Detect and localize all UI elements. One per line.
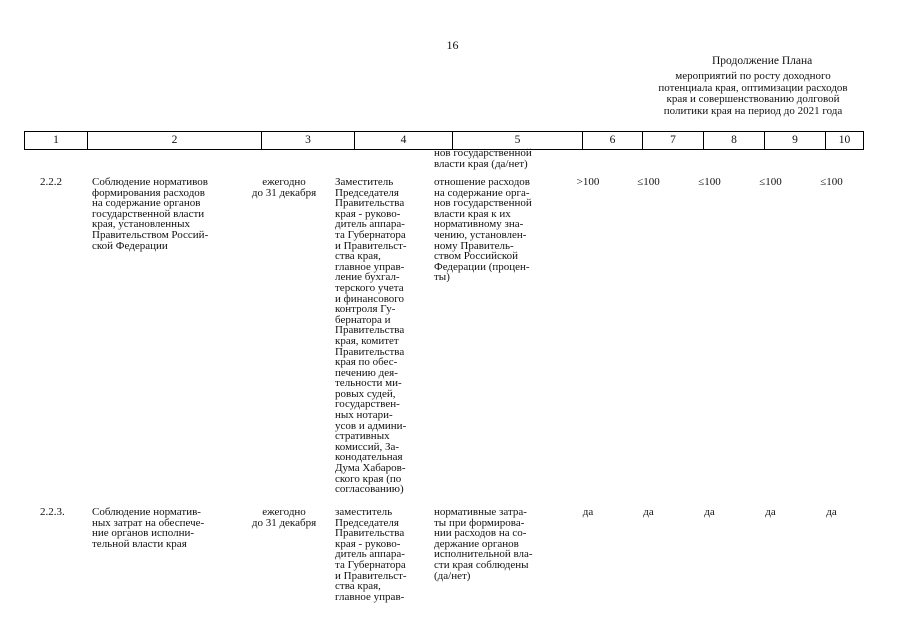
carryover-indicator	[434, 148, 532, 169]
measure-name-line: ской Федерации	[92, 239, 168, 252]
responsible-line: Председателя	[335, 186, 399, 199]
col-header-2: 2	[88, 132, 262, 149]
responsible-line: усов и админи-	[335, 419, 407, 432]
indicator-line: на содержание орга-	[434, 186, 530, 199]
term	[243, 177, 325, 198]
value-cell: да	[643, 506, 654, 518]
measure-name-line: государственной власти	[92, 207, 205, 220]
term-line: ежегодно	[262, 176, 306, 188]
plan-title-line: потенциала края, оптимизации расходов	[658, 81, 848, 94]
col-header-10: 10	[838, 134, 851, 146]
value-cell: да	[582, 506, 594, 518]
responsible-line: края - руково-	[335, 537, 401, 550]
carryover-line: нов государственной	[434, 147, 532, 159]
responsible-line: края по обес-	[335, 356, 398, 369]
measure-name-line: на содержание органов	[92, 197, 201, 210]
indicator-line: отношение расходов	[434, 176, 530, 188]
col-header-4: 4	[355, 132, 453, 149]
responsible-line: ского края (по	[335, 472, 402, 485]
value-cell: да	[765, 506, 776, 518]
indicator-line: (да/нет)	[434, 569, 471, 582]
responsible-line: стративных	[335, 430, 390, 443]
responsible-line: печению дея-	[335, 366, 398, 379]
responsible-line: тельности ми-	[335, 377, 402, 390]
responsible-line: главное управ-	[335, 260, 405, 273]
indicator-line: Федерации (процен-	[434, 260, 530, 273]
page-number: 16	[446, 38, 459, 52]
indicator-line: чению, установлен-	[434, 228, 527, 241]
responsible-line: комиссий, За-	[335, 440, 400, 453]
responsible-line: ровых судей,	[335, 387, 396, 400]
responsible-line: и Правительст-	[335, 569, 407, 582]
indicator-line: ному Правитель-	[434, 239, 514, 252]
measure-name-line: Соблюдение нормативов	[92, 176, 208, 188]
continuation-label: Продолжение Плана	[712, 55, 813, 67]
responsible-line: бернатора и	[335, 313, 391, 326]
responsible-line: государствен-	[335, 398, 400, 411]
indicator-line: нормативному зна-	[434, 218, 524, 231]
responsible-line: ных нотари-	[335, 409, 393, 422]
responsible-line: ства края,	[335, 250, 381, 263]
measure-name-line: ние органов исполни-	[92, 527, 195, 540]
col-header-1: 1	[25, 132, 88, 149]
responsible-line: и финансового	[335, 292, 405, 305]
indicator-line: исполнительной вла-	[434, 548, 533, 561]
responsible-line: Председателя	[335, 516, 399, 529]
responsible-line: Заместитель	[335, 176, 394, 188]
responsible-line: терского учета	[335, 281, 404, 294]
value-cell: ≤100	[820, 176, 843, 188]
indicator-line: власти края к их	[434, 207, 511, 220]
responsible-line: согласованию)	[335, 483, 404, 496]
col-header-3: 3	[262, 132, 355, 149]
value-cell: ≤100	[698, 176, 721, 188]
responsible	[335, 507, 407, 602]
measure-name-line: ных затрат на обеспече-	[92, 516, 205, 529]
responsible-line: та Губернатора	[335, 228, 406, 241]
indicator-line: ты при формирова-	[434, 516, 525, 529]
indicator-line: нии расходов на со-	[434, 527, 527, 540]
row-number: 2.2.2	[40, 176, 62, 188]
measure-name	[92, 507, 204, 549]
responsible-line: Правительства	[335, 324, 405, 337]
measure-name-line: формирования расходов	[92, 186, 205, 199]
indicator-line: ством Российской	[434, 250, 519, 263]
plan-title-line: политики края на период до 2021 года	[663, 104, 843, 117]
responsible-line: Правительства	[335, 345, 405, 358]
col-header-8: 8	[704, 132, 765, 149]
indicator-line: сти края соблюдены	[434, 558, 529, 571]
value-cell: да	[826, 506, 837, 518]
responsible-line: дитель аппара-	[335, 218, 405, 231]
responsible-line: Правительства	[335, 197, 405, 210]
term-line: ежегодно	[262, 506, 306, 518]
value-cell: ≤100	[637, 176, 660, 188]
responsible-line: ление бухгал-	[335, 271, 400, 284]
responsible-line: контроля Гу-	[335, 303, 396, 316]
value-cell: >100	[576, 176, 600, 188]
responsible-line: заместитель	[335, 506, 393, 518]
col-header-7: 7	[643, 132, 704, 149]
responsible-line: главное управ-	[335, 590, 405, 603]
plan-title-line: края и совершенствованию долговой	[666, 93, 840, 105]
value-cell: да	[704, 506, 715, 518]
plan-title-line: мероприятий по росту доходного	[675, 70, 831, 82]
responsible-line: и Правительст-	[335, 239, 407, 252]
term	[243, 507, 325, 528]
responsible-line: края - руково-	[335, 207, 401, 220]
carryover-line: власти края (да/нет)	[434, 157, 528, 170]
indicator	[434, 177, 532, 283]
responsible-line: края, комитет	[335, 334, 399, 347]
col-header-9: 9	[765, 132, 826, 149]
measure-name	[92, 177, 208, 251]
indicator	[434, 507, 533, 581]
measure-name-line: края, установленных	[92, 218, 190, 231]
measure-name-line: Правительством Россий-	[92, 228, 209, 241]
measure-name-line: тельной власти края	[92, 537, 187, 550]
term-line: до 31 декабря	[251, 186, 317, 199]
indicator-line: держание органов	[434, 537, 519, 550]
responsible	[335, 177, 407, 495]
responsible-line: ства края,	[335, 580, 381, 593]
measure-name-line: Соблюдение норматив-	[92, 506, 201, 518]
responsible-line: та Губернатора	[335, 558, 406, 571]
plan-title	[638, 71, 868, 117]
responsible-line: дитель аппара-	[335, 548, 405, 561]
value-cell: ≤100	[759, 176, 782, 188]
indicator-line: нов государственной	[434, 197, 532, 210]
responsible-line: Правительства	[335, 527, 405, 540]
term-line: до 31 декабря	[251, 516, 317, 529]
indicator-line: нормативные затра-	[434, 506, 527, 518]
col-header-5: 5	[453, 132, 583, 149]
responsible-line: конодательная	[335, 451, 403, 464]
indicator-line: ты)	[434, 271, 450, 284]
col-header-6: 6	[583, 132, 643, 149]
responsible-line: Дума Хабаров-	[335, 462, 406, 475]
row-number: 2.2.3.	[40, 506, 65, 518]
